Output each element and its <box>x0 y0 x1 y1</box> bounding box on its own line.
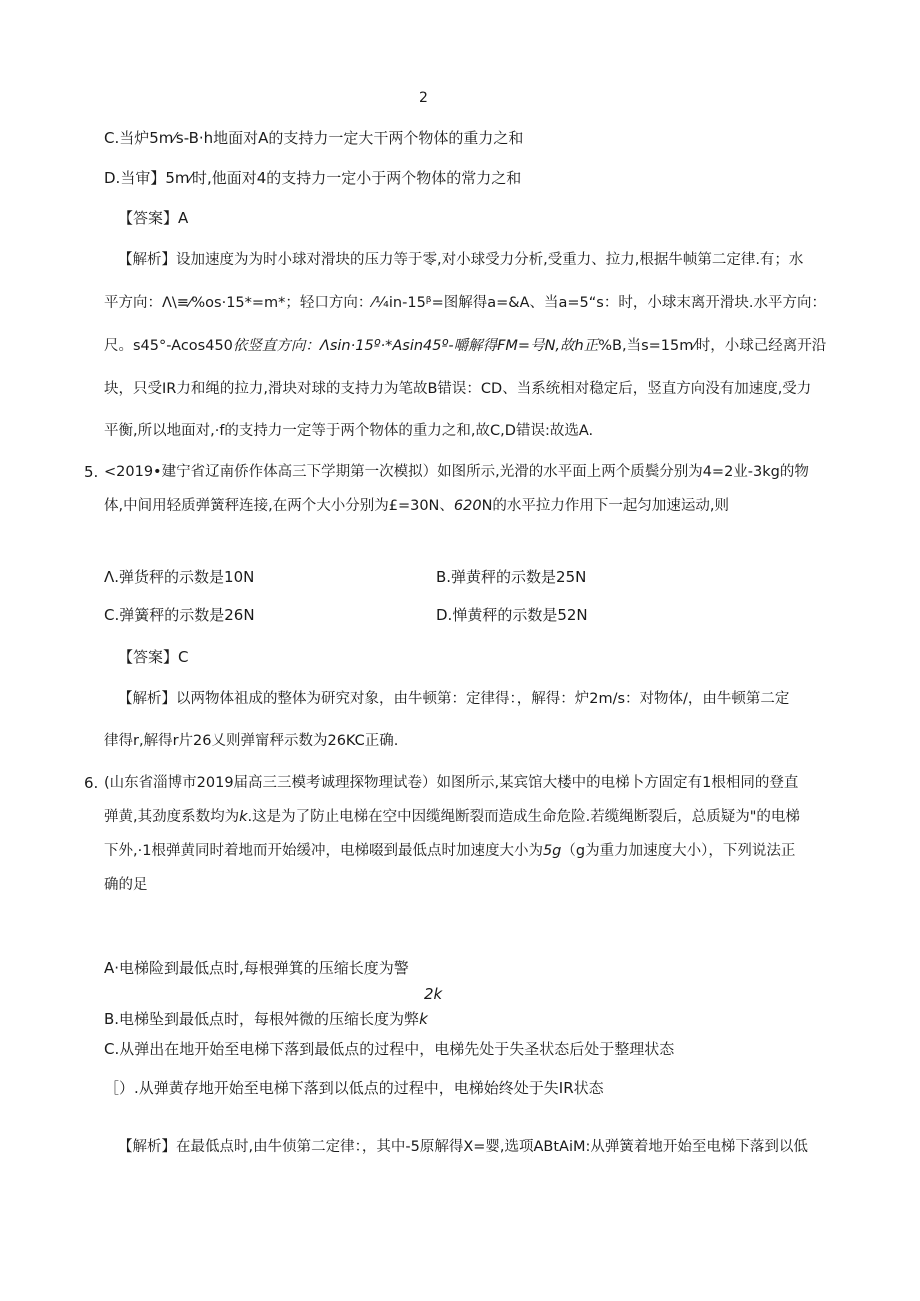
q6-stem-line-3-b: 5g <box>542 843 562 859</box>
page-number: 2 <box>419 90 428 106</box>
q5-stem-line-2-b: 620 <box>453 498 482 514</box>
q6-option-b-text: B.电梯坠到最低点时，每根舛微的压缩长度为弊 <box>104 1010 420 1028</box>
q6-number: 6. <box>84 774 99 792</box>
q5-option-d: D.惮黄秤的示数是52N <box>436 606 588 624</box>
q6-stem-line-3-c: （g为重力加速度大小），下列说法正 <box>561 843 796 859</box>
q6-stem-line-2-c: .这是为了防止电梯在空中因缆绳断裂而造成生命危险.若缆绳断裂后，总质疑为"的电梯 <box>247 809 800 825</box>
q6-stem-line-3 <box>104 841 795 861</box>
q5-analysis-line-2: 律得r,解得r片26乂则弹甯秤示数为26KC正确. <box>104 733 399 749</box>
q5-number: 5. <box>84 463 99 481</box>
q4-analysis-line-3-d: %B,当s=15m⁄时，小球己经离开沿 <box>598 338 827 354</box>
q4-analysis-line-3-c: 嚼解得FM=号N,故h正 <box>453 338 599 354</box>
q6-stem-line-3-a: 下外,·1根弹黄同时着地而开始缓冲，电梯啜到最低点时加速度大小为 <box>104 843 543 859</box>
q4-analysis-line-4: 块，只受IR力和绳的拉力,滑块对球的支持力为笔故B错误：CD、当系统相对稳定后，竖直方向没有加速度,受力 <box>104 381 812 397</box>
q6-stem-line-2-a: 弹黄,其劲度系数均为 <box>104 809 240 825</box>
q4-analysis-line-5: 平衡,所以地面对,·f的支持力一定等于两个物体的重力之和,故C,D错误:故选A. <box>104 423 594 439</box>
q4-option-c: C.当炉5m⁄s-B·h地面对A的支持力一定大干两个物体的重力之和 <box>104 129 524 147</box>
q4-analysis-line-3 <box>104 336 826 356</box>
q6-stem-line-2-b: k <box>239 809 248 825</box>
q6-option-a: A·电梯险到最低点时,每根弹箕的压缩长度为警 <box>104 959 409 977</box>
q6-fraction-denominator: 2k <box>424 985 443 1003</box>
q6-option-b <box>104 1009 428 1029</box>
q6-stem-line-4: 确的足 <box>104 877 148 893</box>
q5-option-b: B.弹黄秤的示数是25N <box>436 568 587 586</box>
q4-analysis-line-1: 【解析】设加速度为为时小球对滑块的压力等于零,对小球受力分析,受重力、拉力,根据牛帧第二定律.有；水 <box>118 252 804 268</box>
q6-stem-line-2 <box>104 807 800 827</box>
q6-analysis: 【解析】在最低点时,由牛侦第二定律：，其中-5原解得X=婴,选项ABtAiM:从弹簧着地开始至电梯下落到以低 <box>118 1139 808 1155</box>
q5-option-c: C.弹簧秤的示数是26N <box>104 606 255 624</box>
q4-answer: 【答案】A <box>118 209 189 227</box>
q5-option-a: Λ.弹货秤的示数是10N <box>104 568 255 586</box>
q6-option-b-var: k <box>419 1010 428 1028</box>
q5-analysis-line-1: 【解析】以两物体祖成的整体为研究对象，由牛顿第：定律得：，解得：炉2m/s：对物体/，由牛顿第二定 <box>118 691 790 707</box>
q4-option-d: D.当审】5m⁄时,他面对4的支持力一定小于两个物体的常力之和 <box>104 169 522 187</box>
q4-analysis-line-3-a: 尺。s45°-Acos450 <box>104 338 233 354</box>
q6-option-c: C.从弹出在地开始至电梯下落到最低点的过程中，电梯先处于失圣状态后处于整理状态 <box>104 1040 675 1058</box>
q5-stem-line-2 <box>104 496 729 516</box>
q5-stem-line-2-c: N的水平拉力作用下一起匀加速运动,则 <box>481 498 730 514</box>
q6-option-d: ［）.从弹黄存地开始至电梯下落到以低点的过程中，电梯始终处于失IR状态 <box>104 1079 604 1097</box>
q5-answer: 【答案】C <box>118 648 189 666</box>
q5-stem-line-2-a: 体,中间用轻质弹簧秤连接,在两个大小分别为£=30N、 <box>104 498 454 514</box>
q6-stem-line-1: (山东省淄博市2019届高三三模考诚理探物理试卷）如图所示,某宾馆大楼中的电梯卜方固定有1根相同的登直 <box>104 775 799 791</box>
q5-stem-line-1: <2019•建宁省辽南侨作体高三下学期第一次模拟）如图所示,光滑的水平面上两个质鬓分别为4=2业-3kg的物 <box>104 464 809 480</box>
q4-analysis-line-2: 平方向：Λ\≡⁄%os·15*=m*；轻口方向：⁄¼in-15ᵝ=图解得a=&A、当a=5“s：时，小球末离开滑块.水平方向： <box>104 295 826 311</box>
q4-analysis-line-3-b: 依竖直方向：Λsin·15º·*Asin45º- <box>232 338 454 354</box>
